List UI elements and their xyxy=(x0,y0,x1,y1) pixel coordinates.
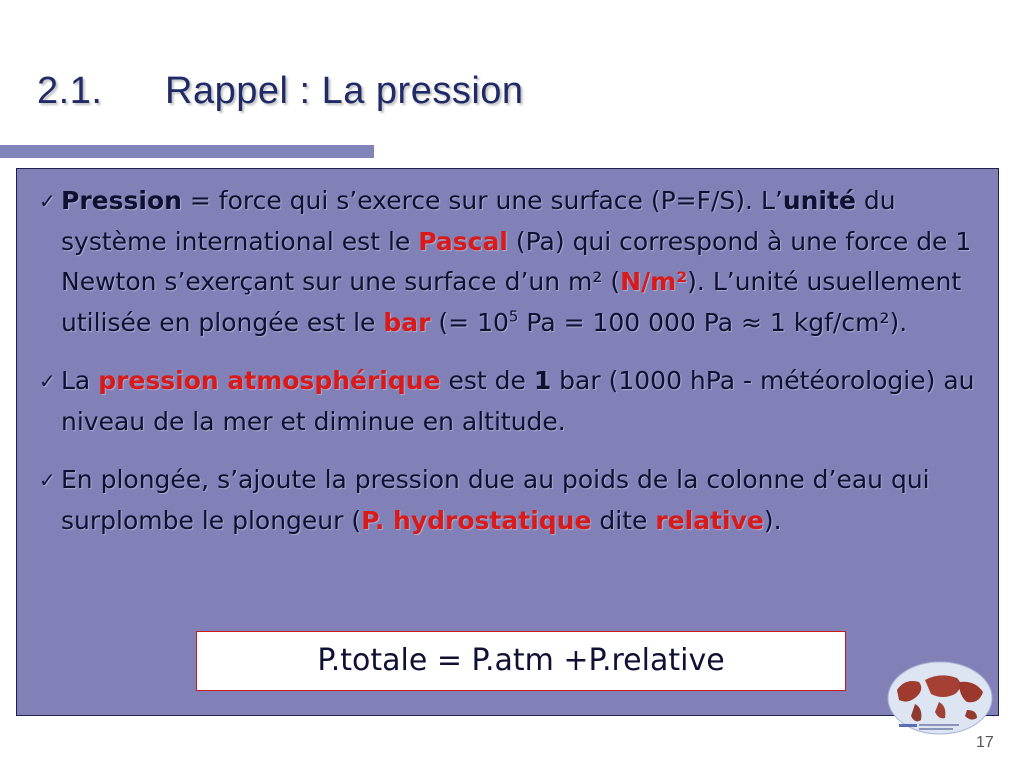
world-map-logo-icon xyxy=(885,660,995,738)
term-unite: unité xyxy=(782,186,856,215)
checkmark-icon: ✓ xyxy=(39,468,56,492)
title-text: Rappel : La pression xyxy=(165,70,524,112)
text-segment: ). L’unité usuellement utilisée en plongée est le xyxy=(61,267,962,337)
bullet-pression-definition xyxy=(39,181,979,343)
text-segment: ). xyxy=(763,505,782,535)
exponent: 5 xyxy=(508,307,519,326)
term-relative: relative xyxy=(655,505,764,535)
checkmark-icon: ✓ xyxy=(39,369,56,393)
term-p-hydrostatique: P. hydrostatique xyxy=(361,505,592,535)
checkmark-icon: ✓ xyxy=(39,189,56,213)
value-one: 1 xyxy=(533,366,552,395)
text-segment: du système international est le xyxy=(61,186,896,256)
text-segment: La xyxy=(61,366,99,395)
content-box xyxy=(16,168,999,716)
text-segment: En plongée, s’ajoute la pression due au poids de la colonne d’eau qui surplombe le plongeur ( xyxy=(61,465,930,535)
bullet-list xyxy=(39,181,979,559)
slide-title xyxy=(37,70,524,113)
text-segment: dite xyxy=(591,505,656,535)
section-number: 2.1. xyxy=(37,70,103,112)
title-underline xyxy=(0,145,374,158)
term-pression-atmospherique: pression atmosphérique xyxy=(98,366,441,395)
term-pascal: Pascal xyxy=(418,226,508,256)
term-n-m2: N/m² xyxy=(620,267,688,296)
text-segment: est de xyxy=(440,366,534,395)
text-segment: (= 10 xyxy=(430,307,509,337)
text-segment: Pa = 100 000 Pa ≈ 1 kgf/cm²). xyxy=(518,307,908,337)
page-number: 17 xyxy=(976,734,994,751)
text-segment: = force qui s’exerce sur une surface (P=F/S). L’ xyxy=(181,186,783,215)
bullet-pression-hydrostatique xyxy=(39,460,979,541)
text-segment: bar (1000 hPa - météorologie) au niveau de la mer et diminue en altitude. xyxy=(61,366,975,436)
term-pression: Pression xyxy=(61,186,182,215)
text-segment: (Pa) qui correspond à une force de 1 Newton s’exerçant sur une surface d’un m² ( xyxy=(61,226,972,296)
term-bar: bar xyxy=(383,307,431,337)
bullet-pression-atmospherique xyxy=(39,361,979,442)
formula-box: P.totale = P.atm +P.relative xyxy=(196,631,846,691)
